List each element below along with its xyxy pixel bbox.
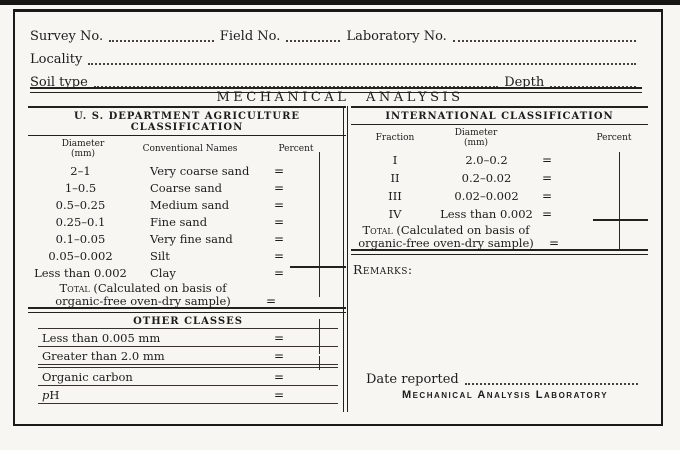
usda-total-row: [28, 281, 346, 307]
other-classes-row: [38, 386, 338, 404]
intl-row: [351, 169, 648, 187]
usda-row: [28, 196, 346, 213]
equals-sign: =: [273, 214, 285, 229]
usda-section-heading: U. S. DEPARTMENT AGRICULTURE CLASSIFICATION: [28, 106, 346, 136]
usda-name-value: Fine sand: [150, 214, 208, 229]
equals-sign: =: [273, 180, 285, 195]
equals-sign: =: [273, 197, 285, 212]
intl-fraction-value: III: [388, 189, 402, 203]
date-reported-fill-line: [465, 379, 638, 385]
usda-diameter-value: 0.5–0.25: [55, 197, 106, 212]
survey-no-label: Survey No.: [30, 29, 104, 44]
intl-diameter-value: 0.02–0.002: [454, 189, 519, 203]
equals-sign: =: [541, 189, 553, 203]
usda-diameter-value: 1–0.5: [64, 180, 97, 195]
usda-classification-section: [28, 106, 346, 404]
usda-name-value: Coarse sand: [150, 180, 222, 195]
usda-name-value: Medium sand: [150, 197, 230, 212]
usda-col-names-header: Conventional Names: [142, 144, 238, 154]
survey-no-fill-line: [109, 36, 214, 42]
usda-name-value: Very fine sand: [150, 231, 233, 246]
usda-row: [28, 213, 346, 230]
intl-row: [351, 187, 648, 205]
equals-sign: =: [541, 171, 553, 185]
usda-diameter-value: Less than 0.002: [34, 265, 127, 280]
equals-sign: =: [265, 293, 277, 308]
intl-fraction-value: II: [390, 171, 400, 185]
other-classes-heading: OTHER CLASSES: [38, 313, 338, 329]
usda-row: [28, 162, 346, 179]
intl-total-text: [351, 224, 541, 249]
intl-col-diameter-line1: Diameter: [454, 128, 498, 138]
locality-fill-line: [88, 59, 636, 65]
usda-total-line1: (Calculated on basis of: [89, 281, 227, 295]
header-row-1: [30, 21, 642, 44]
intl-total-line2: organic-free oven-dry sample): [358, 235, 534, 250]
usda-col-percent-header: Percent: [278, 144, 314, 154]
intl-row: [351, 151, 648, 169]
intl-col-fraction-header: Fraction: [375, 133, 415, 143]
intl-fraction-value: I: [392, 153, 398, 167]
form-title: MECHANICAL ANALYSIS: [216, 90, 464, 105]
intl-total-row: [351, 223, 648, 249]
intl-fraction-value: IV: [388, 207, 402, 221]
equals-sign: =: [273, 265, 285, 280]
other-classes-percent-line-2: [319, 356, 320, 370]
usda-col-diameter-line2: (mm): [70, 149, 96, 159]
usda-row: [28, 179, 346, 196]
depth-label: Depth: [504, 75, 545, 90]
field-no-label: Field No.: [219, 29, 281, 44]
laboratory-no-fill-line: [453, 36, 636, 42]
intl-col-percent-header: Percent: [596, 133, 632, 143]
intl-diameter-value: Less than 0.002: [440, 207, 533, 221]
usda-column-headers: [28, 136, 346, 162]
usda-diameter-value: 2–1: [70, 163, 91, 178]
other-classes-label: Organic carbon: [42, 369, 133, 384]
usda-total-sum-line: [290, 266, 346, 268]
usda-row: [28, 247, 346, 264]
equals-sign: =: [273, 330, 285, 345]
equals-sign: =: [273, 387, 285, 402]
intl-bottom-rule: [351, 249, 648, 255]
intl-col-diameter-header: [426, 128, 526, 148]
field-no-fill-line: [286, 36, 340, 42]
intl-diameter-value: 0.2–0.02: [461, 171, 512, 185]
usda-name-value: Clay: [150, 265, 176, 280]
usda-col-diameter-line1: Diameter: [61, 139, 105, 149]
usda-name-value: Silt: [150, 248, 170, 263]
other-classes-label: Greater than 2.0 mm: [42, 348, 165, 363]
usda-total-line2: organic-free oven-dry sample): [55, 293, 231, 308]
intl-section-heading: INTERNATIONAL CLASSIFICATION: [351, 106, 648, 125]
usda-name-value: Very coarse sand: [150, 163, 250, 178]
intl-percent-column-line: [619, 152, 620, 250]
equals-sign: =: [548, 235, 560, 250]
usda-diameter-value: 0.25–0.1: [55, 214, 106, 229]
intl-diameter-value: 2.0–0.2: [465, 153, 508, 167]
equals-sign: =: [541, 207, 553, 221]
ph-label: pH: [42, 387, 60, 402]
date-reported-label: Date reported: [366, 372, 459, 387]
equals-sign: =: [273, 348, 285, 363]
usda-diameter-value: 0.1–0.05: [55, 231, 106, 246]
equals-sign: =: [273, 163, 285, 178]
equals-sign: =: [273, 248, 285, 263]
form-footer: [366, 372, 644, 401]
equals-sign: =: [273, 231, 285, 246]
date-reported-row: [366, 372, 644, 387]
locality-label: Locality: [30, 52, 83, 67]
equals-sign: =: [273, 369, 285, 384]
equals-sign: =: [541, 153, 553, 167]
usda-total-word: Total: [59, 281, 90, 295]
scan-edge-artifact: [0, 0, 680, 5]
other-classes-row: [38, 347, 338, 368]
other-classes-label: Less than 0.005 mm: [42, 330, 161, 345]
other-classes-percent-line-1: [319, 319, 320, 354]
intl-column-headers: [351, 125, 648, 151]
form-header-fields: [30, 21, 642, 90]
usda-diameter-value: 0.05–0.002: [48, 248, 113, 263]
soil-type-label: Soil type: [30, 75, 88, 90]
remarks-label: Remarks:: [353, 262, 413, 277]
usda-row: [28, 230, 346, 247]
other-classes-row: [38, 368, 338, 386]
laboratory-no-label: Laboratory No.: [346, 29, 447, 44]
laboratory-name: Mechanical Analysis Laboratory: [401, 389, 609, 401]
international-classification-section: [351, 106, 648, 277]
usda-total-text: [28, 282, 258, 307]
intl-total-line1: (Calculated on basis of: [392, 223, 530, 237]
intl-total-word: Total: [362, 223, 393, 237]
intl-total-sum-line: [593, 219, 648, 221]
other-classes-row: [38, 329, 338, 347]
usda-col-diameter-header: [38, 139, 128, 159]
usda-percent-column-line: [319, 152, 320, 297]
header-row-2: [30, 44, 642, 67]
intl-col-diameter-line2: (mm): [463, 138, 489, 148]
